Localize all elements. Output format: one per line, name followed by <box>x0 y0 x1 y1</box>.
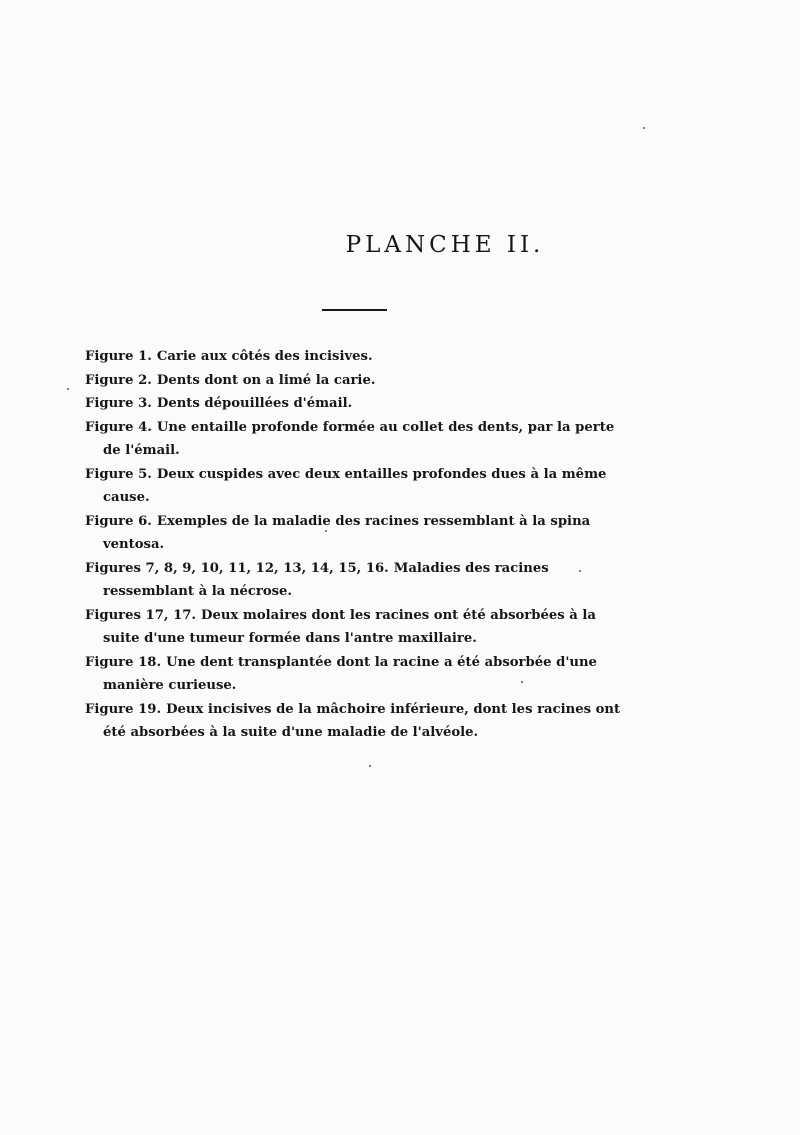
figure-description: Deux molaires dont les racines ont été absorbées à la suite d'une tumeur formée dans l'antre maxillaire. <box>103 607 596 646</box>
figure-label: Figure 5. <box>85 466 152 482</box>
paper-speck <box>643 127 645 129</box>
figure-label: Figure 2. <box>85 372 152 388</box>
figure-description: Maladies des racines ressemblant à la nécrose. <box>103 560 549 599</box>
figure-description: Exemples de la maladie des racines ressemblant à la spina ventosa. <box>103 513 591 552</box>
paper-speck <box>521 681 523 683</box>
figure-description: Dents dépouillées d'émail. <box>156 396 353 411</box>
figure-entry-2 <box>85 369 625 393</box>
paper-speck <box>325 530 327 532</box>
figure-entry-7 <box>85 557 625 604</box>
figure-list <box>85 345 625 745</box>
plate-title: PLANCHE II. <box>345 232 545 258</box>
figure-description: Une entaille profonde formée au collet des dents, par la perte de l'émail. <box>103 419 615 458</box>
paper-speck <box>67 388 69 390</box>
figure-label: Figure 3. <box>85 396 152 411</box>
figure-entry-8 <box>85 604 625 651</box>
figure-entry-9 <box>85 651 625 698</box>
title-rule <box>322 309 387 311</box>
figure-label: Figure 4. <box>85 419 152 435</box>
figure-label: Figures 17, 17. <box>85 607 197 623</box>
figure-description: Deux incisives de la mâchoire inférieure, dont les racines ont été absorbées à la suite d'une maladie de l'alvéole. <box>103 701 621 740</box>
paper-speck <box>369 765 371 767</box>
figure-label: Figure 1. <box>85 349 152 364</box>
figure-entry-1 <box>85 345 625 369</box>
figure-entry-3 <box>85 392 625 416</box>
figure-description: Dents dont on a limé la carie. <box>156 372 376 388</box>
figure-description: Une dent transplantée dont la racine a été absorbée d'une manière curieuse. <box>103 654 597 693</box>
figure-label: Figure 6. <box>85 513 152 529</box>
figure-description: Deux cuspides avec deux entailles profondes dues à la même cause. <box>103 466 607 505</box>
figure-entry-10 <box>85 698 625 745</box>
figure-description: Carie aux côtés des incisives. <box>156 349 373 364</box>
figure-entry-5 <box>85 463 625 510</box>
figure-label: Figure 19. <box>85 701 162 717</box>
paper-speck <box>579 570 581 572</box>
figure-label: Figures 7, 8, 9, 10, 11, 12, 13, 14, 15, 16. <box>85 560 389 576</box>
figure-label: Figure 18. <box>85 654 162 670</box>
figure-entry-6 <box>85 510 625 557</box>
figure-entry-4 <box>85 416 625 463</box>
